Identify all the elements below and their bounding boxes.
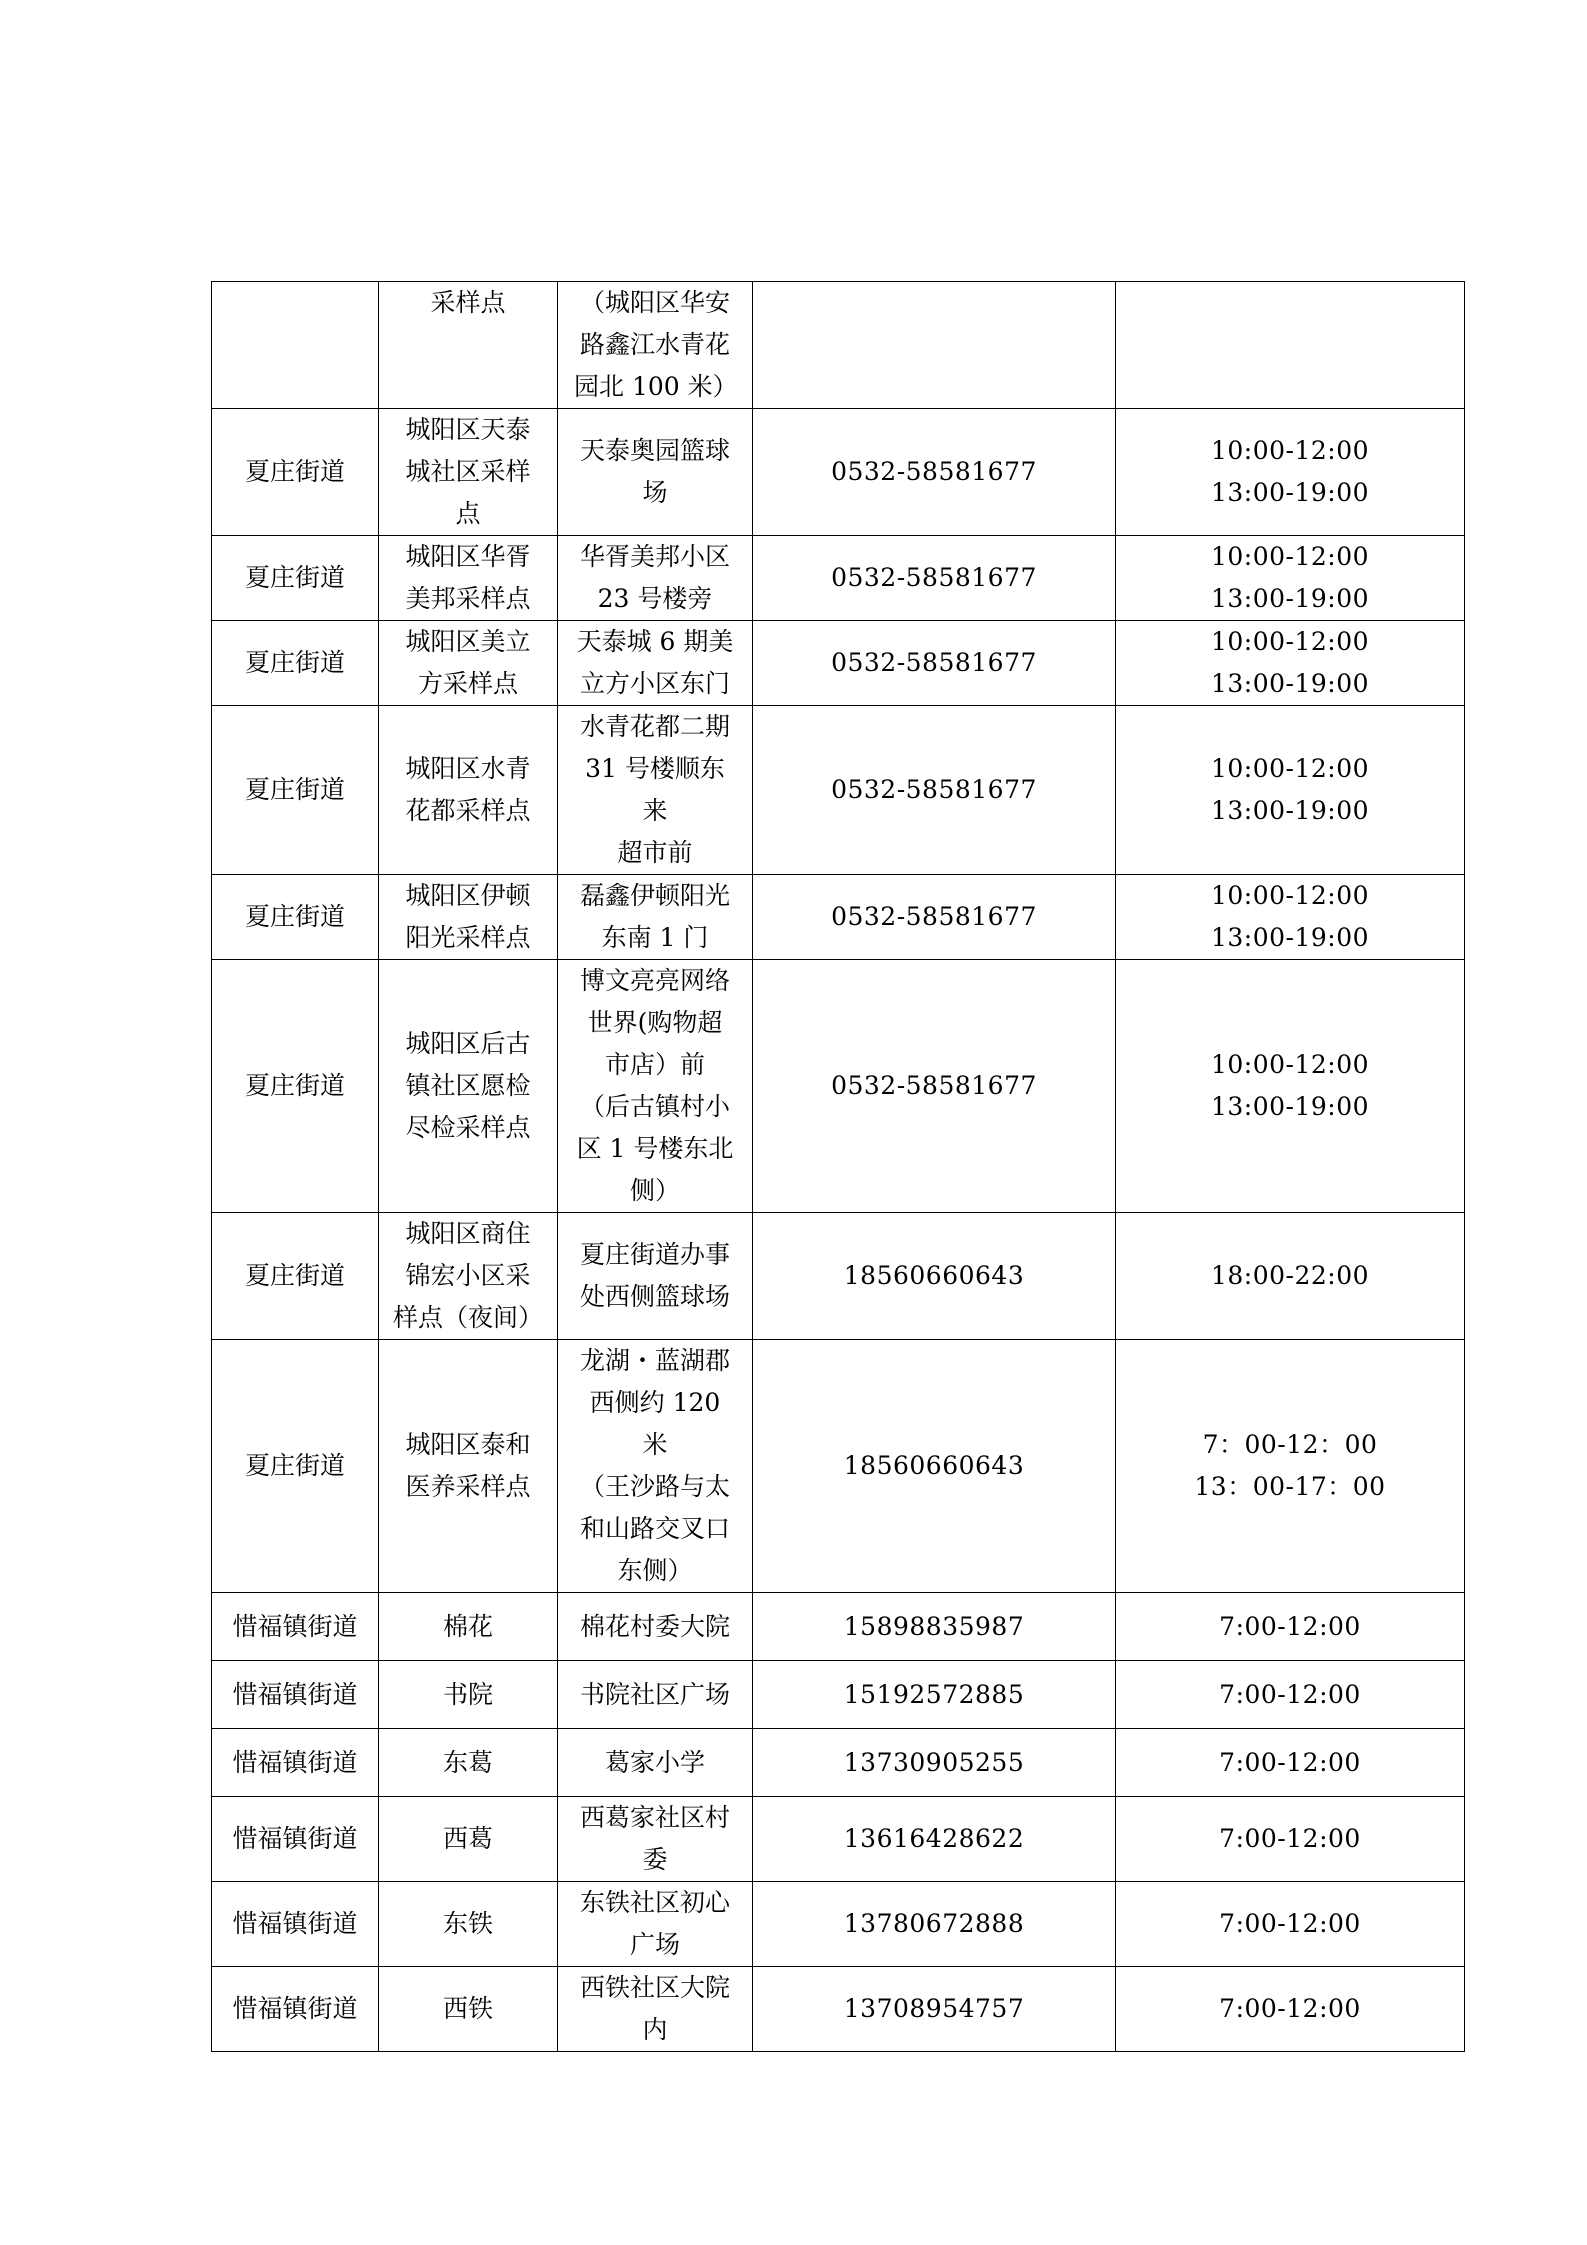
phone-cell: 0532-58581677 — [753, 409, 1116, 536]
address-cell: 西葛家社区村 委 — [558, 1797, 753, 1882]
phone-cell: 18560660643 — [753, 1340, 1116, 1593]
address-cell: 西铁社区大院 内 — [558, 1967, 753, 2052]
street-cell: 惜福镇街道 — [212, 1729, 379, 1797]
hours-cell: 10:00-12:00 13:00-19:00 — [1116, 960, 1465, 1213]
table-row — [212, 409, 1465, 536]
hours-cell: 18:00-22:00 — [1116, 1213, 1465, 1340]
hours-cell: 7:00-12:00 — [1116, 1967, 1465, 2052]
phone-cell: 0532-58581677 — [753, 960, 1116, 1213]
street-cell: 夏庄街道 — [212, 621, 379, 706]
table-row — [212, 621, 1465, 706]
street-cell: 惜福镇街道 — [212, 1797, 379, 1882]
phone-cell — [753, 282, 1116, 409]
sampling-sites-table — [211, 281, 1465, 2052]
address-cell: 博文亮亮网络 世界(购物超 市店）前 （后古镇村小 区 1 号楼东北 侧） — [558, 960, 753, 1213]
table-row — [212, 1340, 1465, 1593]
site-name-cell: 城阳区美立 方采样点 — [379, 621, 558, 706]
address-cell: 书院社区广场 — [558, 1661, 753, 1729]
table-row — [212, 282, 1465, 409]
site-name-cell: 书院 — [379, 1661, 558, 1729]
street-cell: 夏庄街道 — [212, 875, 379, 960]
hours-cell — [1116, 282, 1465, 409]
table-row — [212, 1797, 1465, 1882]
site-name-cell: 西葛 — [379, 1797, 558, 1882]
address-cell: 水青花都二期 31 号楼顺东来 超市前 — [558, 706, 753, 875]
address-cell: 华胥美邦小区 23 号楼旁 — [558, 536, 753, 621]
hours-cell: 7:00-12:00 — [1116, 1661, 1465, 1729]
hours-cell: 10:00-12:00 13:00-19:00 — [1116, 409, 1465, 536]
phone-cell: 15192572885 — [753, 1661, 1116, 1729]
phone-cell: 13730905255 — [753, 1729, 1116, 1797]
hours-cell: 10:00-12:00 13:00-19:00 — [1116, 536, 1465, 621]
hours-cell: 10:00-12:00 13:00-19:00 — [1116, 875, 1465, 960]
hours-cell: 7:00-12:00 — [1116, 1797, 1465, 1882]
street-cell: 夏庄街道 — [212, 1213, 379, 1340]
table-row — [212, 706, 1465, 875]
phone-cell: 0532-58581677 — [753, 621, 1116, 706]
address-cell: （城阳区华安 路鑫江水青花 园北 100 米） — [558, 282, 753, 409]
address-cell: 龙湖・蓝湖郡 西侧约 120 米 （王沙路与太 和山路交叉口 东侧） — [558, 1340, 753, 1593]
street-cell: 夏庄街道 — [212, 1340, 379, 1593]
site-name-cell: 城阳区天泰 城社区采样 点 — [379, 409, 558, 536]
address-cell: 天泰城 6 期美 立方小区东门 — [558, 621, 753, 706]
site-name-cell: 城阳区商住 锦宏小区采 样点（夜间） — [379, 1213, 558, 1340]
hours-cell: 7:00-12:00 — [1116, 1882, 1465, 1967]
site-name-cell: 城阳区后古 镇社区愿检 尽检采样点 — [379, 960, 558, 1213]
hours-cell: 7:00-12:00 — [1116, 1593, 1465, 1661]
phone-cell: 13780672888 — [753, 1882, 1116, 1967]
site-name-cell: 采样点 — [379, 282, 558, 409]
table-row — [212, 1729, 1465, 1797]
address-cell: 葛家小学 — [558, 1729, 753, 1797]
table-row — [212, 1967, 1465, 2052]
address-cell: 东铁社区初心 广场 — [558, 1882, 753, 1967]
street-cell: 惜福镇街道 — [212, 1593, 379, 1661]
phone-cell: 18560660643 — [753, 1213, 1116, 1340]
address-cell: 天泰奥园篮球 场 — [558, 409, 753, 536]
street-cell: 惜福镇街道 — [212, 1967, 379, 2052]
site-name-cell: 棉花 — [379, 1593, 558, 1661]
street-cell: 夏庄街道 — [212, 536, 379, 621]
street-cell — [212, 282, 379, 409]
street-cell: 夏庄街道 — [212, 706, 379, 875]
table-row — [212, 960, 1465, 1213]
table-row — [212, 1593, 1465, 1661]
hours-cell: 10:00-12:00 13:00-19:00 — [1116, 706, 1465, 875]
site-name-cell: 东葛 — [379, 1729, 558, 1797]
hours-cell: 7：00-12：00 13：00-17：00 — [1116, 1340, 1465, 1593]
site-name-cell: 城阳区华胥 美邦采样点 — [379, 536, 558, 621]
street-cell: 夏庄街道 — [212, 960, 379, 1213]
street-cell: 惜福镇街道 — [212, 1661, 379, 1729]
site-name-cell: 西铁 — [379, 1967, 558, 2052]
address-cell: 夏庄街道办事 处西侧篮球场 — [558, 1213, 753, 1340]
site-name-cell: 城阳区泰和 医养采样点 — [379, 1340, 558, 1593]
phone-cell: 13616428622 — [753, 1797, 1116, 1882]
hours-cell: 10:00-12:00 13:00-19:00 — [1116, 621, 1465, 706]
address-cell: 棉花村委大院 — [558, 1593, 753, 1661]
phone-cell: 15898835987 — [753, 1593, 1116, 1661]
table-row — [212, 1882, 1465, 1967]
sampling-sites-table-body — [212, 282, 1465, 2052]
hours-cell: 7:00-12:00 — [1116, 1729, 1465, 1797]
street-cell: 夏庄街道 — [212, 409, 379, 536]
table-row — [212, 536, 1465, 621]
table-row — [212, 1213, 1465, 1340]
address-cell: 磊鑫伊顿阳光 东南 1 门 — [558, 875, 753, 960]
phone-cell: 0532-58581677 — [753, 875, 1116, 960]
phone-cell: 13708954757 — [753, 1967, 1116, 2052]
site-name-cell: 城阳区伊顿 阳光采样点 — [379, 875, 558, 960]
table-row — [212, 875, 1465, 960]
site-name-cell: 东铁 — [379, 1882, 558, 1967]
site-name-cell: 城阳区水青 花都采样点 — [379, 706, 558, 875]
street-cell: 惜福镇街道 — [212, 1882, 379, 1967]
table-row — [212, 1661, 1465, 1729]
phone-cell: 0532-58581677 — [753, 536, 1116, 621]
phone-cell: 0532-58581677 — [753, 706, 1116, 875]
